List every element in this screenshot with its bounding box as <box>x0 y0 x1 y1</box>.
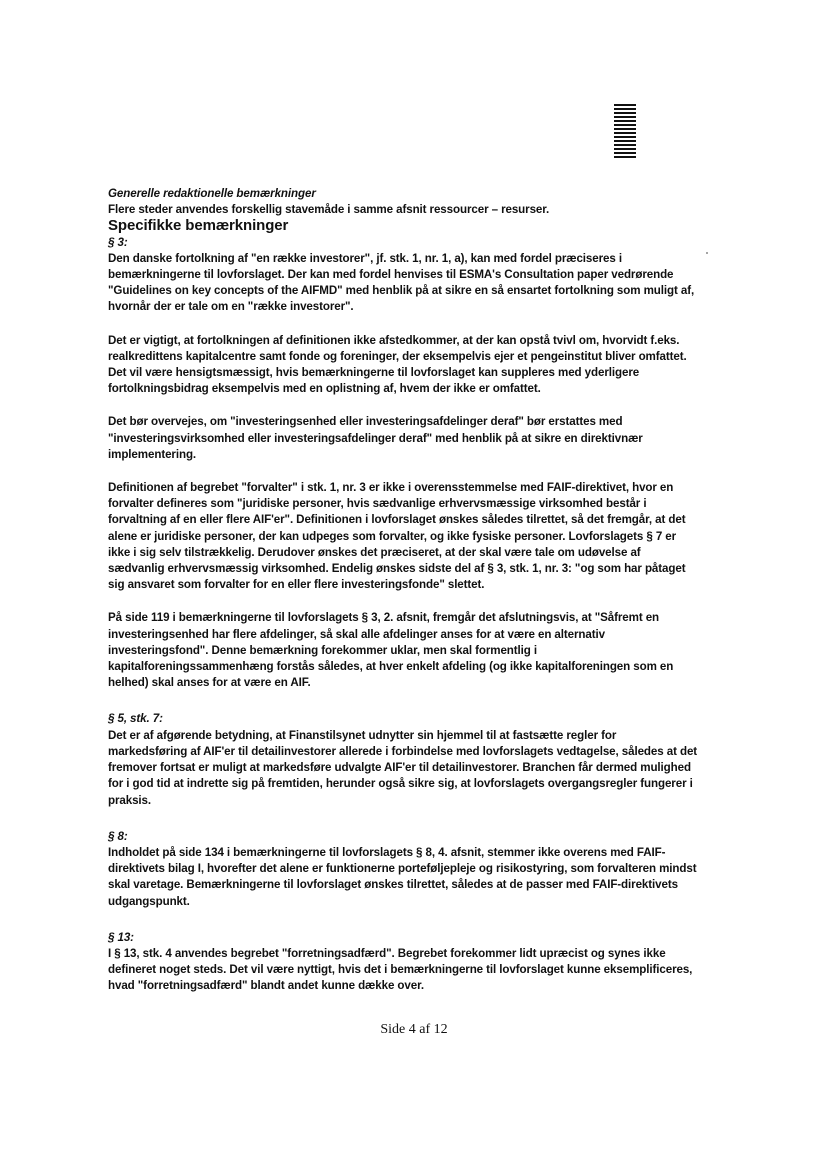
generelle-text: Flere steder anvendes forskellig stavemåde i samme afsnit ressourcer – resurser. <box>108 203 550 217</box>
speck <box>706 252 708 254</box>
section-8-paragraph-1: Indholdet på side 134 i bemærkningerne til lovforslagets § 8, 4. afsnit, stemmer ikke overens med FAIF-direktivets bilag I, hvorefter det alene er funktionerne porteføljepleje og risikostyring, som forvalteren mindst skal varetage. Bemærkningerne til lovforslaget ønskes tilrettet, således at de passer med FAIF-direktivets udgangspunkt. <box>108 845 697 908</box>
section-8-label: § 8: <box>108 829 128 843</box>
section-3-paragraph-4: Definitionen af begrebet "forvalter" i stk. 1, nr. 3 er ikke i overensstemmelse med FAIF-direktivet, hvor en forvalter defineres som "juridiske personer, hvis sædvanlige erhvervsmæssige virksomhed består i forvaltning af en eller flere AIF'er". Definitionen i lovforslaget ønskes således tilrettet, så det fremgår, at det alene er juridiske personer, der kan udpeges som forvalter, og ikke fysiske personer. Lovforslagets § 7 er ikke i sig selv tilstrækkelig. Derudover ønskes det præciseret, at der skal være tale om udøvelse af sædvanlig erhvervsmæssig virksomhed. Endelig ønskes sidste del af § 3, stk. 1, nr. 3: "og som har påtaget sig ansvaret som forvalter for en eller flere investeringsfonde" slettet. <box>108 481 686 592</box>
specifikke-heading: Specifikke bemærkninger <box>108 217 289 235</box>
section-5-paragraph-1: Det er af afgørende betydning, at Finanstilsynet udnytter sin hjemmel til at fastsætte regler for markedsføring af AIF'er til detailinvestorer allerede i forbindelse med lovforslagets vedtagelse, således at det fremover fortsat er muligt at markedsføre udvalgte AIF'er til detailinvestorer. Branchen får dermed mulighed for i god tid at indrette sig på fremtiden, herunder også sikre sig, at lovforslagets overgangsregler fungerer i praksis. <box>108 728 698 807</box>
section-13-paragraph-1: I § 13, stk. 4 anvendes begrebet "forretningsadfærd". Begrebet forekommer lidt upræcist og synes ikke defineret noget steds. Det vil være nyttigt, hvis det i bemærkningerne til lovforslaget kunne eksemplificeres, hvad "forretningsadfærd" blandt andet kunne dække over. <box>108 946 693 993</box>
barcode-mark <box>614 104 636 160</box>
section-3-paragraph-5: På side 119 i bemærkningerne til lovforslagets § 3, 2. afsnit, fremgår det afslutningsvis, at "Såfremt en investeringsenhed har flere afdelinger, så skal alle afdelinger anses for at være en alternativ investeringsfond". Denne bemærkning forekommer uklar, men skal formentlig i kapitalforeningssammenhæng forstås således, at hver enkelt afdeling (og ikke kapitalforeningen som en helhed) skal anses for at være en AIF. <box>108 611 674 690</box>
page-number: Side 4 af 12 <box>380 1022 448 1037</box>
section-3-label: § 3: <box>108 235 128 249</box>
generelle-heading: Generelle redaktionelle bemærkninger <box>108 187 316 200</box>
section-13-label: § 13: <box>108 930 134 944</box>
section-3-paragraph-1: Den danske fortolkning af "en række investorer", jf. stk. 1, nr. 1, a), kan med fordel præciseres i bemærkningerne til lovforslaget. Der kan med fordel henvises til ESMA's Consultation paper vedrørende "Guidelines on key concepts of the AIFMD" med henblik på at sikre en så ensartet fortolkning som muligt af, hvornår der er tale om en "række investorer". <box>108 251 695 314</box>
section-3-paragraph-2: Det er vigtigt, at fortolkningen af definitionen ikke afstedkommer, at der kan opstå tvivl om, hvorvidt f.eks. realkredittens kapitalcentre samt fonde og foreninger, der eksempelvis ejer et pengeinstitut bliver omfattet. Det vil være hensigtsmæssigt, hvis bemærkningerne til lovforslaget kan suppleres med yderligere fortolkningsbidrag eksempelvis med en oplistning af, hvem der ikke er omfattet. <box>108 333 687 396</box>
document-body <box>108 186 698 995</box>
section-5-label: § 5, stk. 7: <box>108 712 163 726</box>
section-3-paragraph-3: Det bør overvejes, om "investeringsenhed eller investeringsafdelinger deraf" bør erstattes med "investeringsvirksomhed eller investeringsafdelinger deraf" med henblik på at sikre en direktivnær implementering. <box>108 415 643 461</box>
